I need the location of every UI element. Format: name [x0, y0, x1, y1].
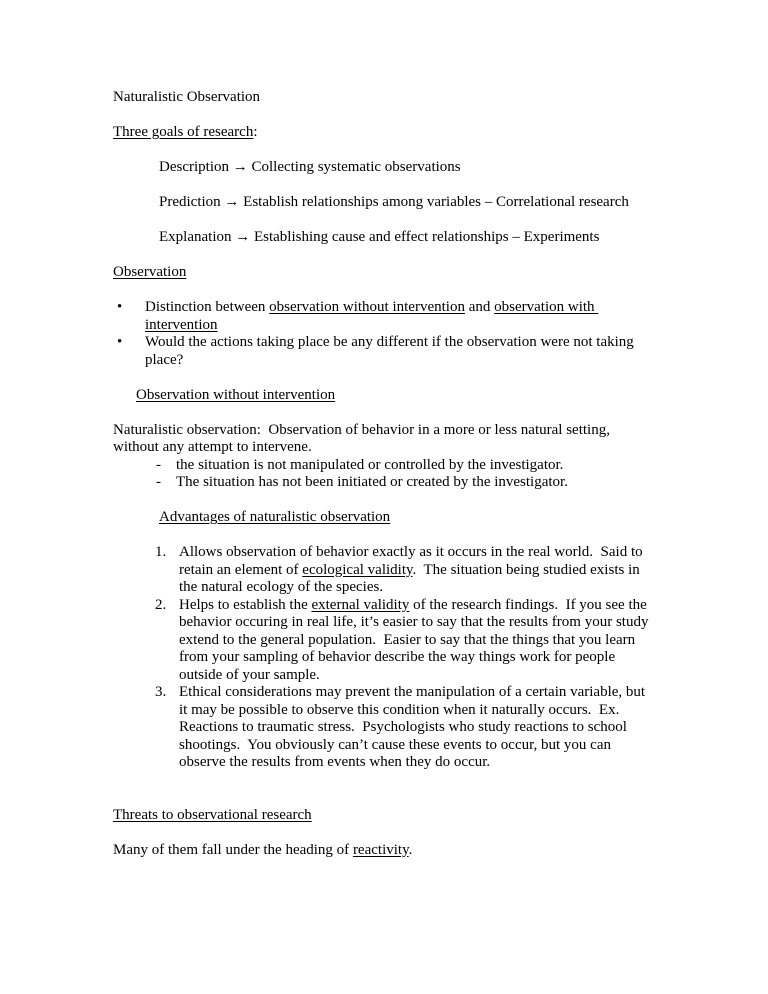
dash-item-not-initiated [113, 474, 655, 492]
list-number: 2. [155, 596, 167, 613]
item-text: Allows observation of behavior exactly as it occurs in the real world. Said to retain an element of [179, 544, 647, 578]
bullet-item-distinction [113, 299, 655, 334]
bullet-icon: • [117, 299, 123, 315]
item-text: Helps to establish the [179, 596, 312, 613]
numbered-item-1 [113, 544, 655, 597]
dash-text: the situation is not manipulated or controlled by the investigator. [176, 456, 564, 473]
heading-observation [113, 264, 655, 282]
bullet-icon: • [117, 334, 123, 350]
heading-text-underlined: Observation [113, 264, 187, 280]
heading-text-underlined: Threats to observational research [113, 806, 312, 823]
dash-item-not-manipulated [113, 457, 655, 475]
heading-three-goals [113, 124, 655, 142]
dash-icon: - [156, 456, 161, 473]
heading-advantages [159, 509, 655, 527]
bullet-text: Would the actions taking place be any different if the observation were not taking place? [145, 334, 638, 368]
goal-text: Prediction → Establish relationships among variables – Correlational research [159, 194, 629, 210]
heading-observation-without-intervention [136, 387, 655, 405]
item-text: of the research findings. If you see the behavior occuring in real life, it’s easier to say that the results from your study extend to the general population. Easier to say that the things that you learn from your sampling of behavior describe the way things work for people outside of your sample. [179, 596, 653, 683]
heading-colon: : [253, 124, 258, 140]
goal-explanation [159, 229, 655, 247]
item-text: Ethical considerations may prevent the manipulation of a certain variable, but it may be possible to observe this condition when it naturally occurs. Ex. Reactions to traumatic stress. Psychologists who study reactions to school shootings. You obviously can’t cause these events to occur, but you can observe the results from events when they do occur. [179, 684, 649, 770]
item-text-underlined: ecological validity [302, 561, 413, 578]
list-number: 1. [155, 544, 167, 560]
para-text-underlined: reactivity [352, 841, 409, 858]
heading-threats [113, 807, 655, 825]
para-text: . [408, 841, 413, 858]
numbered-item-3 [113, 684, 655, 772]
goal-text: Explanation → Establishing cause and effect relationships – Experiments [159, 229, 600, 245]
para-naturalistic-definition [113, 422, 655, 457]
bullet-text-underlined: observation with intervention [145, 299, 599, 333]
bullet-text-underlined: observation without intervention [269, 299, 465, 315]
title [113, 89, 655, 107]
bullet-text: Distinction between [145, 299, 270, 315]
bullet-text: and [464, 299, 495, 315]
list-number: 3. [155, 684, 167, 700]
title-text: Naturalistic Observation [113, 89, 261, 105]
para-text: Many of them fall under the heading of [113, 841, 353, 858]
goal-description [159, 159, 655, 177]
item-text-underlined: external validity [311, 596, 410, 613]
dash-icon: - [156, 474, 161, 490]
para-reactivity [113, 842, 655, 860]
numbered-item-2 [113, 597, 655, 685]
heading-text-underlined: Advantages of naturalistic observation [159, 509, 391, 525]
item-text: . The situation being studied exists in the natural ecology of the species. [179, 561, 644, 595]
bullet-item-would-actions [113, 334, 655, 369]
heading-text-underlined: Observation without intervention [136, 386, 336, 403]
para-text: Naturalistic observation: Observation of behavior in a more or less natural setting, without any attempt to intervene. [113, 421, 614, 455]
dash-text: The situation has not been initiated or created by the investigator. [176, 474, 568, 490]
goal-prediction [159, 194, 655, 212]
heading-text-underlined: Three goals of research [113, 124, 254, 140]
goal-text: Description → Collecting systematic observations [159, 159, 461, 175]
